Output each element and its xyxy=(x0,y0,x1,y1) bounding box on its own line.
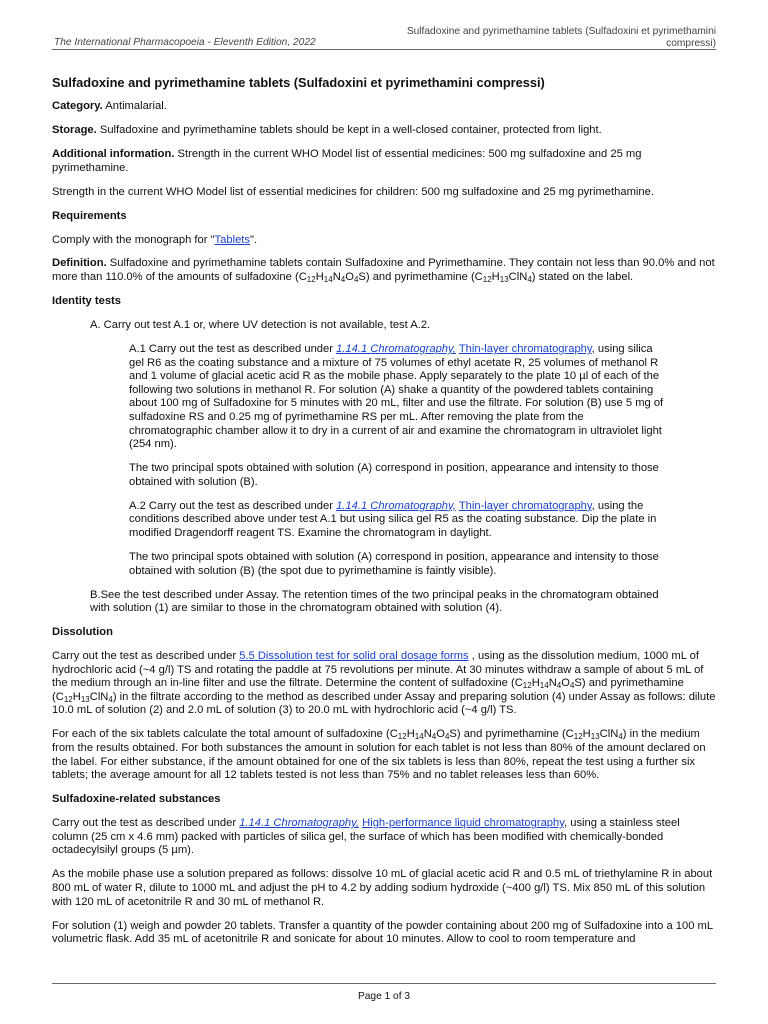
storage-label: Storage. xyxy=(52,123,97,136)
formula-element: N xyxy=(548,677,557,690)
additional-info-label: Additional information. xyxy=(52,147,175,160)
dissolution-text: Carry out the test as described under xyxy=(52,650,240,663)
identity-test-a2 xyxy=(129,500,666,541)
dissolution-text-b: ) and pyrimethamine ( xyxy=(52,677,684,703)
dissolution-paragraph-1 xyxy=(52,650,716,718)
definition-paragraph xyxy=(52,257,716,284)
monograph-title: Sulfadoxine and pyrimethamine tablets (Sulfadoxini et pyrimethamini compressi) xyxy=(52,75,545,90)
formula-subscript: 4 xyxy=(618,732,623,742)
dissolution-p2-text-b: ) and pyrimethamine ( xyxy=(456,728,566,741)
a2-text-end: , using the conditions described above under test A.1 but using silica gel R5 as the coating substance. Dip the plate in modified Dragendorff reagent TS. Examine the chromatogram in daylight. xyxy=(129,499,657,539)
category-label: Category. xyxy=(52,99,103,112)
page-number: Page 1 of 3 xyxy=(357,991,411,1002)
dissolution-paragraph-2 xyxy=(52,728,716,782)
formula-subscript: 4 xyxy=(444,732,450,742)
formula-element: C xyxy=(565,728,574,741)
category-paragraph xyxy=(52,100,716,114)
identity-test-a2-result: The two principal spots obtained with solution (A) correspond in position, appearance and intensity to those obtained with solution (B) (the spot due to pyrimethamine is faintly visible). xyxy=(129,550,659,577)
related-paragraph-3: For solution (1) weigh and powder 20 tablets. Transfer a quantity of the powder containing about 200 mg of Sulfadoxine into a 100 mL volumetric flask. Add 35 mL of acetonitrile R and sonicate for about 10 minutes. Allow to cool to room temperature and xyxy=(52,919,713,946)
children-strength-paragraph: Strength in the current WHO Model list of essential medicines for children: 500 mg sulfadoxine and 25 mg pyrimethamine. xyxy=(52,185,654,198)
formula-subscript: 4 xyxy=(353,275,359,285)
requirements-text: Comply with the monograph for " xyxy=(52,233,215,246)
dissolution-test-link[interactable]: 5.5 Dissolution test for solid oral dosage forms xyxy=(239,650,469,663)
category-text: Antimalarial. xyxy=(105,99,167,112)
related-paragraph-2: As the mobile phase use a solution prepared as follows: dissolve 10 mL of glacial acetic acid R and 0.5 mL of triethylamine R in about 800 mL of water R, dilute to 1000 mL and adjust the pH to 4.2 by adding sodium hydroxide (~400 g/l) TS. Mix 850 mL of this solution with 120 mL of acetonitrile R and 30 mL of methanol R. xyxy=(52,868,713,908)
a2-text: A.2 Carry out the test as described under xyxy=(129,499,337,512)
requirements-paragraph xyxy=(52,234,716,248)
related-substances-heading: Sulfadoxine-related substances xyxy=(52,793,221,806)
formula-subscript: 13 xyxy=(499,275,509,285)
dissolution-p2-text-c: ) in the medium from the results obtained. For both substances the amount in solution for each tablet is not less than 80% of the amount declared on the label. For either substance, if the amount obtained for one of the six tablets is less than 80%, repeat the test using a further six tablets; the average amount for all 12 tablets tested is not less than 75% and no tablet releases less than 60%. xyxy=(52,728,706,782)
tlc-link[interactable]: Thin-layer chromatography xyxy=(458,343,592,356)
storage-text: Sulfadoxine and pyrimethamine tablets should be kept in a well-closed container, protected from light. xyxy=(99,123,602,136)
formula-element: C xyxy=(298,271,307,284)
formula-subscript: 12 xyxy=(482,275,492,285)
a1-text: A.1 Carry out the test as described under xyxy=(129,343,337,356)
formula-subscript: 12 xyxy=(573,732,583,742)
definition-label: Definition. xyxy=(52,257,107,270)
formula-element: O xyxy=(436,728,445,741)
formula-element: C xyxy=(389,728,398,741)
formula-element: ClN xyxy=(89,690,109,703)
sulfadoxine-formula xyxy=(299,271,366,283)
definition-text: Sulfadoxine and pyrimethamine tablets contain Sulfadoxine and Pyrimethamine. They contain not less than 90.0% and not more than 110.0% of the amounts of sulfadoxine ( xyxy=(52,257,715,284)
formula-subscript: 12 xyxy=(306,275,316,285)
formula-element: H xyxy=(491,271,500,284)
dissolution-text-c: ) in the filtrate according to the method as described under Assay and preparing solution (4) under Assay as follows: dilute 10.0 mL of solution (2) and 2.0 mL of solution (3) to 20.0 mL with hydrochloric acid (~4 g/l) TS. xyxy=(52,690,716,717)
formula-element: O xyxy=(561,677,570,690)
formula-element: S xyxy=(574,677,582,690)
tlc-link[interactable]: Thin-layer chromatography xyxy=(458,499,592,512)
formula-subscript: 4 xyxy=(527,275,532,285)
formula-element: H xyxy=(315,271,324,284)
formula-subscript: 14 xyxy=(539,681,549,691)
dissolution-text-a: , using as the dissolution medium, 1000 mL of hydrochloric acid (~4 g/l) TS and rotating the paddle at 75 revolutions per minute. At 30 minutes withdraw a sample of about 5 mL of the medium through an in-line filter and use the filtrate. Determine the content of sulfadoxine ( xyxy=(52,650,704,690)
sulfadoxine-formula xyxy=(390,728,457,740)
formula-subscript: 12 xyxy=(397,732,407,742)
formula-element: ClN xyxy=(599,728,619,741)
formula-subscript: 4 xyxy=(556,681,562,691)
formula-element: H xyxy=(582,728,591,741)
formula-element: C xyxy=(474,271,483,284)
dissolution-heading: Dissolution xyxy=(52,626,113,639)
chromatography-link[interactable]: 1.14.1 Chromatography, xyxy=(336,343,456,356)
identity-tests-heading: Identity tests xyxy=(52,295,122,308)
hplc-link[interactable]: High-performance liquid chromatography xyxy=(362,817,565,830)
storage-paragraph xyxy=(52,124,716,138)
requirements-text-end: ". xyxy=(250,233,258,246)
formula-subscript: 14 xyxy=(414,732,424,742)
formula-subscript: 13 xyxy=(80,694,90,704)
definition-text-end: ) stated on the label. xyxy=(531,271,634,284)
a1-text-end: , using silica gel R6 as the coating substance and a mixture of 75 volumes of ethyl acetate R, 25 volumes of methanol R and 1 volume of glacial acetic acid R as the mobile phase. Apply separately to the plate 10 µl of each of the following two solutions in methanol R. For solution (A) shake a quantity of the powdered tablets containing about 100 mg of Sulfadoxine for 5 minutes with 20 mL, filter and use the filtrate. For solution (B) use 5 mg of sulfadoxine RS and 0.25 mg of pyrimethamine RS per mL. After removing the plate from the chromatographic chamber allow it to dry in a current of air and examine the chromatogram in ultraviolet light (254 nm). xyxy=(129,343,664,451)
sulfadoxine-formula xyxy=(515,677,582,689)
dissolution-p2-text-a: For each of the six tablets calculate the total amount of sulfadoxine ( xyxy=(52,728,390,741)
formula-subscript: 4 xyxy=(569,681,575,691)
formula-subscript: 14 xyxy=(323,275,333,285)
formula-element: S xyxy=(449,728,457,741)
chromatography-link[interactable]: 1.14.1 Chromatography, xyxy=(239,817,360,830)
related-text: Carry out the test as described under xyxy=(52,817,240,830)
formula-element: ClN xyxy=(508,271,528,284)
definition-text-mid: ) and pyrimethamine ( xyxy=(365,271,475,284)
formula-element: N xyxy=(423,728,432,741)
page-header xyxy=(52,26,716,50)
formula-subscript: 4 xyxy=(431,732,437,742)
header-divider xyxy=(52,49,716,50)
identity-test-a: A. Carry out test A.1 or, where UV detection is not available, test A.2. xyxy=(90,319,431,332)
additional-info-paragraph xyxy=(52,148,716,175)
formula-subscript: 12 xyxy=(63,694,73,704)
formula-subscript: 13 xyxy=(590,732,600,742)
related-paragraph-1 xyxy=(52,817,716,858)
formula-element: H xyxy=(406,728,415,741)
formula-element: C xyxy=(55,690,64,703)
formula-element: O xyxy=(345,271,354,284)
identity-test-b: B.See the test described under Assay. The retention times of the two principal peaks in the chromatogram obtained with solution (1) are similar to those in the chromatogram obtained with solution (4). xyxy=(90,588,659,615)
formula-element: N xyxy=(332,271,341,284)
formula-element: S xyxy=(358,271,366,284)
formula-element: H xyxy=(72,690,81,703)
pyrimethamine-formula xyxy=(475,271,532,283)
formula-element: H xyxy=(531,677,540,690)
monograph-body xyxy=(52,76,716,957)
header-edition: The International Pharmacopoeia - Eleventh Edition, 2022 xyxy=(54,37,316,48)
formula-element: C xyxy=(514,677,523,690)
related-text-end: , using a stainless steel column (25 cm x 4.6 mm) packed with particles of silica gel, the surface of which has been modified with chemically-bonded octadecylsilyl groups (5 µm). xyxy=(52,817,680,857)
pyrimethamine-formula xyxy=(566,728,623,740)
identity-test-a1-result: The two principal spots obtained with solution (A) correspond in position, appearance and intensity to those obtained with solution (B). xyxy=(129,462,659,488)
tablets-link[interactable]: Tablets xyxy=(214,233,250,246)
header-monograph-title: Sulfadoxine and pyrimethamine tablets (Sulfadoxini et pyrimethamini compressi) xyxy=(406,26,716,49)
formula-subscript: 4 xyxy=(340,275,346,285)
requirements-heading: Requirements xyxy=(52,209,127,222)
identity-test-a1 xyxy=(129,343,666,452)
pyrimethamine-formula xyxy=(56,691,113,703)
additional-info-text: Strength in the current WHO Model list of essential medicines: 500 mg sulfadoxine and 25 mg pyrimethamine. xyxy=(52,147,642,174)
chromatography-link[interactable]: 1.14.1 Chromatography, xyxy=(336,499,456,512)
footer-divider xyxy=(52,983,716,984)
formula-subscript: 4 xyxy=(108,694,113,704)
formula-subscript: 12 xyxy=(522,681,532,691)
